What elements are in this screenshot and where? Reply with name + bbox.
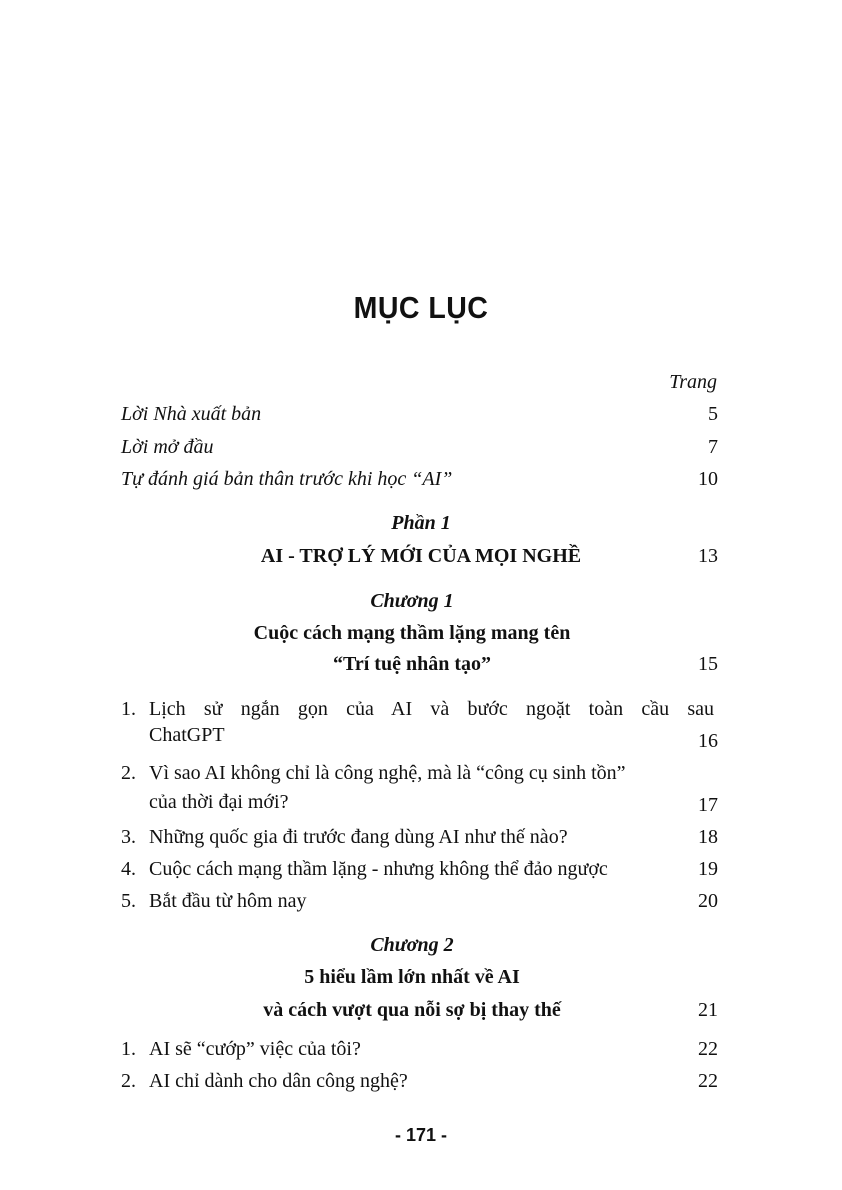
toc-item-number: 4. [121,858,136,880]
toc-entry[interactable] [121,434,718,460]
toc-item-page: 17 [698,794,718,816]
toc-item-number: 1. [121,698,136,720]
toc-item-line1: Vì sao AI không chỉ là công nghệ, mà là “công cụ sinh tồn” [149,762,626,784]
part-title[interactable]: AI - TRỢ LÝ MỚI CỦA MỌI NGHỀ [260,545,582,567]
toc-entry-page: 7 [708,436,718,458]
toc-item-text: Bắt đầu từ hôm nay [149,890,307,912]
toc-item-page: 22 [698,1070,718,1092]
toc-entry[interactable] [121,466,718,492]
toc-item-page: 16 [698,730,718,752]
toc-entry-page: 5 [708,403,718,425]
toc-item-number: 2. [121,762,136,784]
toc-item-number: 5. [121,890,136,912]
toc-entry-page: 10 [698,468,718,490]
toc-item-page: 20 [698,890,718,912]
part-label: Phần 1 [391,512,451,534]
toc-item-page: 19 [698,858,718,880]
chapter-title-line1[interactable]: Cuộc cách mạng thầm lặng mang tên [253,622,571,644]
toc-entry-label: Lời Nhà xuất bản [121,403,262,425]
toc-entry-label: Tự đánh giá bản thân trước khi học “AI” [121,468,453,490]
toc-item-line2: ChatGPT [149,724,225,746]
chapter-title-line2[interactable]: và cách vượt qua nỗi sợ bị thay thế [263,999,561,1021]
page-number-footer: - 171 - [394,1125,448,1145]
toc-item-text: AI sẽ “cướp” việc của tôi? [149,1038,361,1060]
toc-item-number: 2. [121,1070,136,1092]
toc-item-text: Cuộc cách mạng thầm lặng - nhưng không thể đảo ngược [149,858,608,880]
toc-item-line1 [149,696,714,722]
toc-item-text [149,760,626,815]
toc-entry-label: Lời mở đầu [121,436,214,458]
toc-item-page: 22 [698,1038,718,1060]
part-page: 13 [698,545,718,567]
chapter-title-line2[interactable]: “Trí tuệ nhân tạo” [333,653,491,675]
toc-item-text [149,696,714,748]
chapter-label: Chương 2 [370,934,454,956]
page-column-header: Trang [669,371,717,393]
chapter-title-line1[interactable]: 5 hiểu lầm lớn nhất về AI [304,966,520,988]
chapter-label: Chương 1 [370,590,454,612]
chapter-page: 21 [698,999,718,1021]
toc-item-line1-text: Lịch sử ngắn gọn của AI và bước ngoặt toàn cầu sau [149,698,714,720]
page-title: MỤC LỤC [353,290,489,325]
toc-item-text: Những quốc gia đi trước đang dùng AI như thế nào? [149,826,568,848]
toc-item-text: AI chỉ dành cho dân công nghệ? [149,1070,408,1092]
toc-item-number: 1. [121,1038,136,1060]
chapter-page: 15 [698,653,718,675]
toc-item-line2: của thời đại mới? [149,791,289,813]
toc-item-number: 3. [121,826,136,848]
toc-item-page: 18 [698,826,718,848]
toc-entry[interactable] [121,401,718,427]
